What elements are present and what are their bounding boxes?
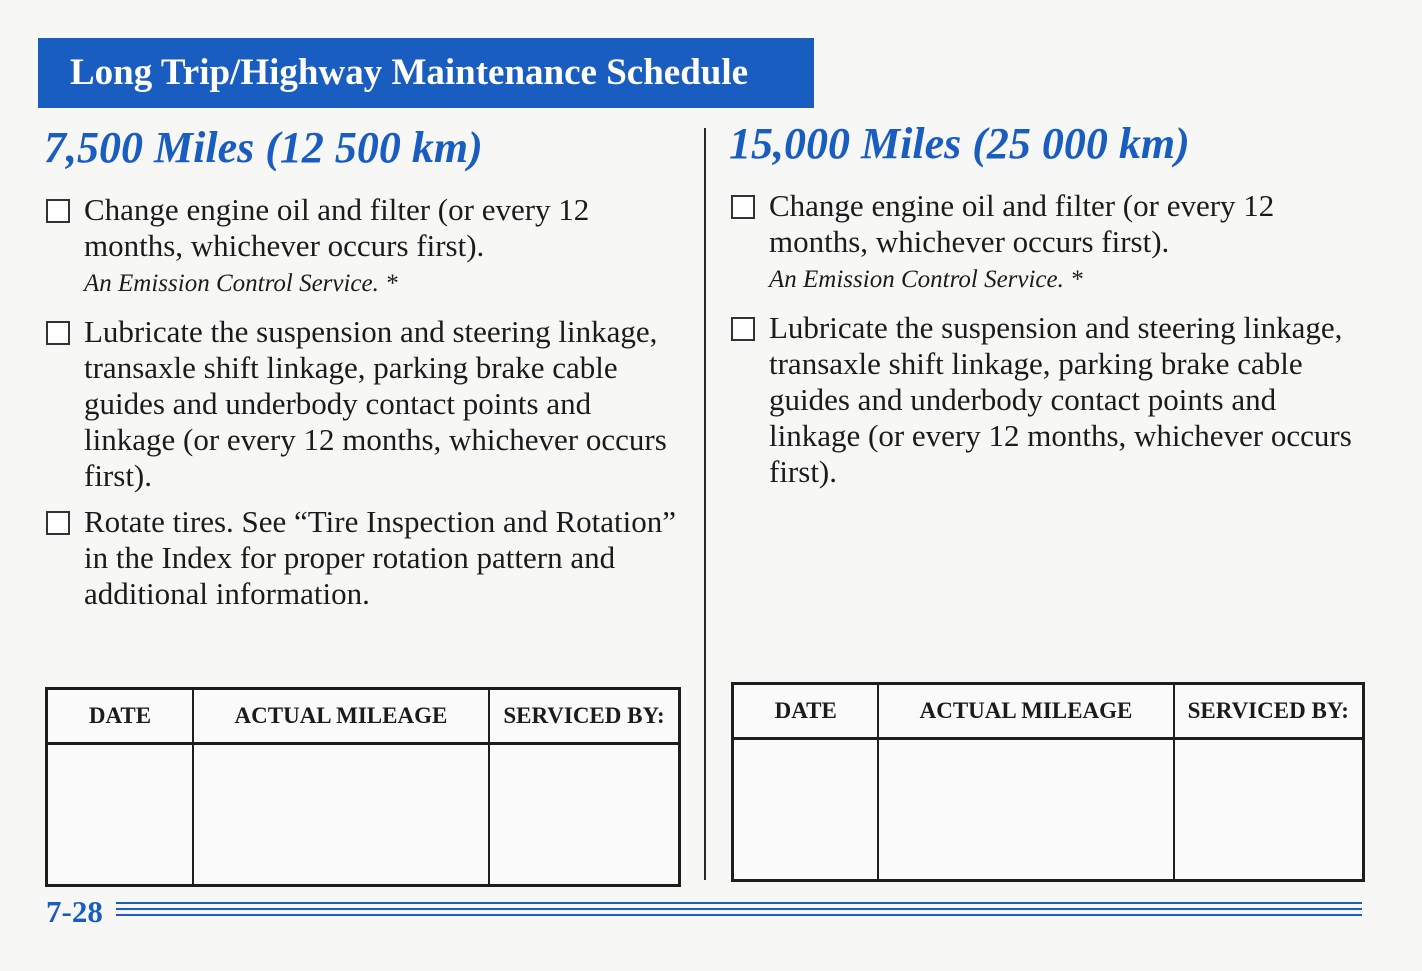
item-text: Lubricate the suspension and steering linkage, transaxle shift linkage, parking brake cable guides and underbody contact points and linkage (or every 12 months, whichever occurs first).	[84, 314, 667, 493]
checklist-item	[729, 188, 1369, 300]
footer-rule	[116, 902, 1362, 904]
date-header: DATE	[48, 690, 193, 744]
page-number: 7-28	[46, 894, 103, 929]
item-text: Change engine oil and filter (or every 12 months, whichever occurs first).	[769, 188, 1275, 259]
section-heading: 7,500 Miles (12 500 km)	[44, 123, 483, 172]
checklist-item	[44, 504, 684, 612]
page-footer	[46, 892, 1362, 932]
checkbox[interactable]	[731, 317, 755, 341]
service-log-table-7500	[45, 687, 681, 887]
checkbox[interactable]	[46, 511, 70, 535]
date-cell[interactable]	[48, 744, 193, 885]
serviced-by-header: SERVICED BY:	[1174, 685, 1362, 739]
footer-rule	[116, 914, 1362, 916]
item-text: Change engine oil and filter (or every 12 months, whichever occurs first).	[84, 192, 590, 263]
footer-rule	[116, 908, 1362, 910]
checkbox[interactable]	[46, 321, 70, 345]
checkbox[interactable]	[731, 195, 755, 219]
actual-mileage-header: ACTUAL MILEAGE	[878, 685, 1173, 739]
date-header: DATE	[734, 685, 878, 739]
section-15000-miles	[729, 114, 1369, 500]
actual-mileage-header: ACTUAL MILEAGE	[193, 690, 489, 744]
emission-note: An Emission Control Service. *	[769, 266, 1083, 293]
emission-note: An Emission Control Service. *	[84, 270, 398, 297]
checklist-item	[44, 314, 684, 494]
section-heading: 15,000 Miles (25 000 km)	[729, 119, 1190, 168]
checklist-item	[729, 310, 1369, 490]
serviced-by-cell[interactable]	[489, 744, 678, 885]
section-7500-miles	[44, 118, 684, 622]
schedule-title-banner: Long Trip/Highway Maintenance Schedule	[38, 38, 814, 108]
service-log-table-15000	[731, 682, 1365, 882]
date-cell[interactable]	[734, 739, 878, 880]
actual-mileage-cell[interactable]	[193, 744, 489, 885]
serviced-by-cell[interactable]	[1174, 739, 1362, 880]
checkbox[interactable]	[46, 199, 70, 223]
column-divider	[704, 128, 706, 880]
item-text: Lubricate the suspension and steering linkage, transaxle shift linkage, parking brake cable guides and underbody contact points and linkage (or every 12 months, whichever occurs first).	[769, 310, 1352, 489]
actual-mileage-cell[interactable]	[878, 739, 1173, 880]
checklist-item	[44, 192, 684, 304]
serviced-by-header: SERVICED BY:	[489, 690, 678, 744]
item-text: Rotate tires. See “Tire Inspection and Rotation” in the Index for proper rotation pattern and additional information.	[84, 504, 677, 611]
